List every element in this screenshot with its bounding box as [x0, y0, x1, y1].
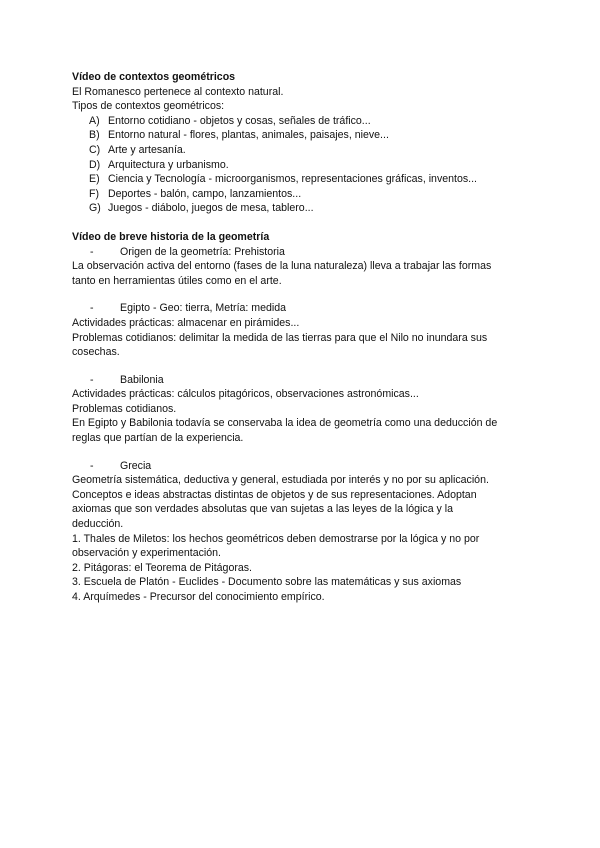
list-item [72, 128, 532, 143]
text-line: El Romanesco pertenece al contexto natural. [72, 85, 284, 98]
dash-marker: - [90, 373, 94, 386]
section-title-contextos: Vídeo de contextos geométricos [72, 71, 236, 83]
list-item [72, 158, 532, 173]
subsection-heading-grecia [72, 459, 532, 474]
list-item [72, 114, 532, 129]
list-marker: E) [89, 173, 100, 186]
text-line: 3. Escuela de Platón - Euclides - Documento sobre las matemáticas y sus axiomas [72, 576, 462, 589]
text-line: Conceptos e ideas abstractas distintas de objetos y de sus representaciones. Adoptan [72, 488, 477, 501]
dash-marker: - [90, 245, 94, 258]
list-item-text: Arquitectura y urbanismo. [108, 158, 229, 171]
list-marker: G) [89, 202, 101, 215]
text-line: 1. Thales de Miletos: los hechos geométricos deben demostrarse por la lógica y no por [72, 532, 480, 545]
list-item-text: Ciencia y Tecnología - microorganismos, representaciones gráficas, inventos... [108, 173, 477, 186]
list-item-text: Juegos - diábolo, juegos de mesa, tablero... [108, 202, 314, 215]
text-line: deducción. [72, 518, 124, 531]
list-marker: B) [89, 129, 100, 142]
text-line: reglas que partían de la experiencia. [72, 432, 244, 445]
spacer [72, 288, 532, 301]
text-line: 2. Pitágoras: el Teorema de Pitágoras. [72, 561, 252, 574]
text-line: 4. Arquímedes - Precursor del conocimiento empírico. [72, 591, 325, 603]
list-item [72, 201, 532, 216]
dash-marker: - [90, 302, 94, 315]
text-line: observación y experimentación. [72, 547, 221, 560]
list-item [72, 172, 532, 187]
spacer [72, 216, 532, 230]
text-line: Actividades prácticas: almacenar en pirámides... [72, 316, 300, 329]
list-item-text: Arte y artesanía. [108, 143, 186, 156]
subsection-heading-egipto [72, 301, 532, 316]
list-marker: F) [89, 187, 99, 200]
list-item-text: Entorno cotidiano - objetos y cosas, señales de tráfico... [108, 114, 371, 127]
list-item-text: Deportes - balón, campo, lanzamientos... [108, 187, 302, 200]
text-line: axiomas que son verdades absolutas que van sujetas a las leyes de la lógica y la [72, 503, 454, 516]
section-title-historia: Vídeo de breve historia de la geometría [72, 230, 270, 243]
text-line: Actividades prácticas: cálculos pitagóricos, observaciones astronómicas... [72, 388, 419, 401]
list-item [72, 187, 532, 202]
subsection-heading-text: Babilonia [120, 373, 164, 386]
subsection-heading-text: Origen de la geometría: Prehistoria [120, 245, 285, 258]
text-line: cosechas. [72, 346, 120, 359]
spacer [72, 360, 532, 373]
text-line: Geometría sistemática, deductiva y general, estudiada por interés y no por su aplicación. [72, 474, 489, 487]
document-page [72, 70, 532, 605]
subsection-heading-text: Grecia [120, 459, 152, 472]
subsection-heading-babilonia [72, 373, 532, 388]
spacer [72, 446, 532, 459]
contextos-list [72, 114, 532, 216]
text-line: La observación activa del entorno (fases de la luna naturaleza) lleva a trabajar las formas [72, 260, 492, 273]
subsection-heading-text: Egipto - Geo: tierra, Metría: medida [120, 302, 287, 315]
text-line: Tipos de contextos geométricos: [72, 100, 225, 113]
text-line: tanto en herramientas útiles como en el arte. [72, 274, 282, 287]
list-item-text: Entorno natural - flores, plantas, animales, paisajes, nieve... [108, 129, 389, 142]
subsection-heading-prehistoria [72, 245, 532, 260]
list-marker: C) [89, 143, 101, 156]
list-marker: D) [89, 158, 101, 171]
dash-marker: - [90, 459, 94, 472]
list-marker: A) [89, 114, 100, 127]
text-line: Problemas cotidianos: delimitar la medida de las tierras para que el Nilo no inundara sus [72, 331, 488, 344]
list-item [72, 143, 532, 158]
text-line: En Egipto y Babilonia todavía se conservaba la idea de geometría como una deducción de [72, 417, 498, 430]
text-line: Problemas cotidianos. [72, 402, 177, 415]
